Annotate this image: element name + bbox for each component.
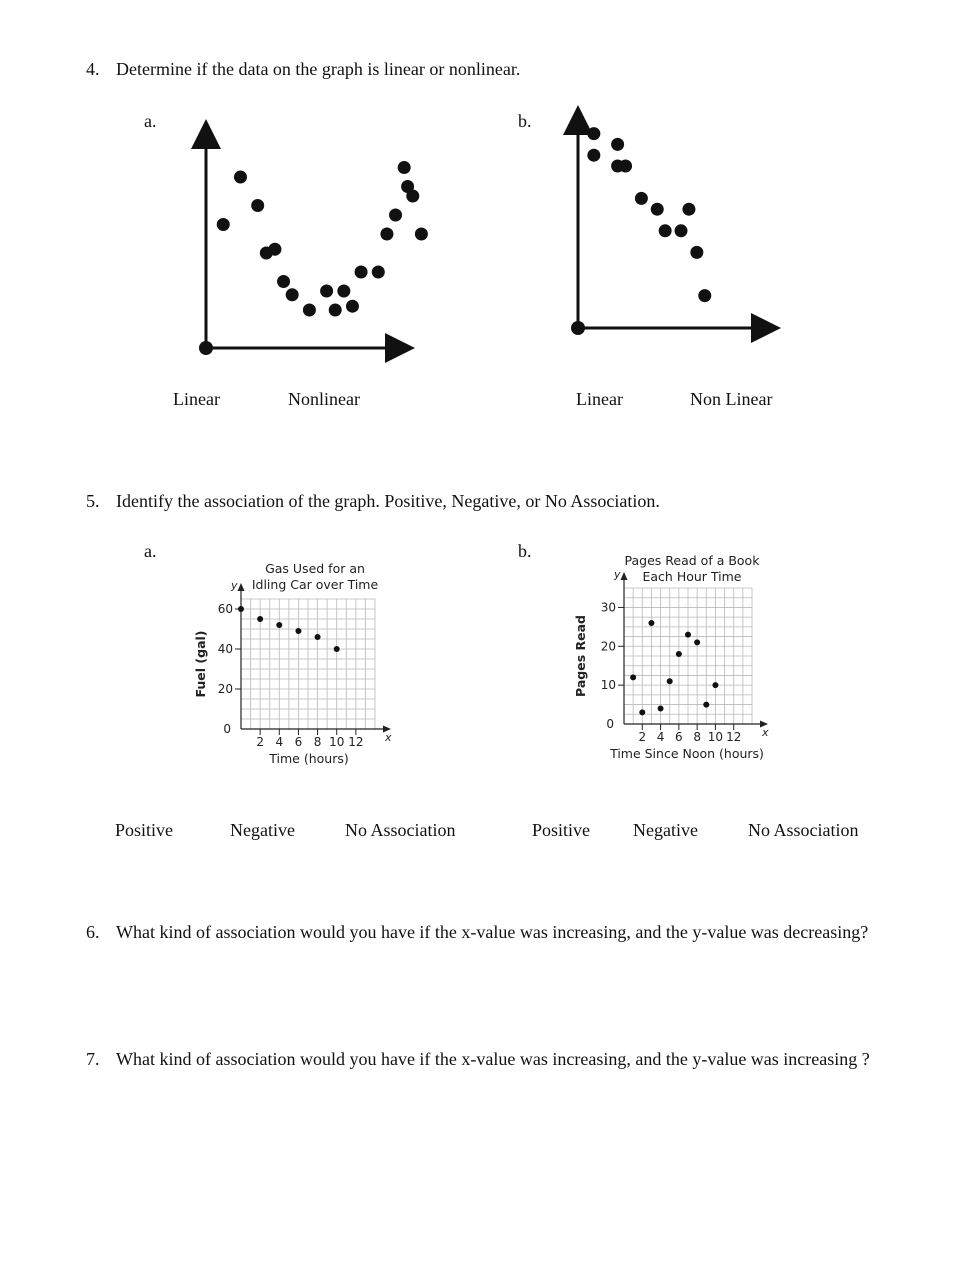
q5b-option-no-association[interactable]: No Association — [748, 820, 859, 840]
x-tick-label: 8 — [693, 730, 701, 744]
grid — [624, 588, 752, 724]
q4-prompt: Determine if the data on the graph is linear or nonlinear. — [116, 59, 521, 79]
y-tick-label: 20 — [217, 682, 233, 696]
scatter-point — [587, 127, 600, 140]
q4-number: 4. — [86, 59, 100, 79]
x-tick-label: 8 — [313, 735, 322, 749]
scatter-point — [611, 138, 624, 151]
scatter-point — [415, 228, 428, 241]
chart-title-line: Gas Used for an — [265, 561, 365, 576]
q4a-scatter — [190, 120, 430, 370]
y-axis-arrow — [238, 583, 245, 591]
scatter-point — [698, 289, 711, 302]
scatter-point — [389, 209, 402, 222]
q6-prompt: What kind of association would you have if the x-value was increasing, and the y-value was decreasing? — [116, 922, 869, 942]
scatter-point — [295, 628, 301, 634]
x-axis-letter: x — [762, 726, 769, 739]
q5-prompt: Identify the association of the graph. Positive, Negative, or No Association. — [116, 491, 660, 511]
scatter-point — [277, 275, 290, 288]
x-tick-label: 6 — [294, 735, 303, 749]
scatter-point — [639, 709, 645, 715]
y-tick-label: 40 — [217, 642, 233, 656]
scatter-point — [286, 288, 299, 301]
q7-number: 7. — [86, 1049, 100, 1069]
scatter-point — [398, 161, 411, 174]
scatter-point — [630, 674, 636, 680]
scatter-point — [346, 300, 359, 313]
scatter-point — [587, 149, 600, 162]
q4a-label: a. — [144, 111, 157, 131]
chart-title-line: Idling Car over Time — [251, 577, 379, 592]
y-axis-label: Pages Read — [573, 615, 588, 697]
origin-dot — [199, 341, 213, 355]
x-tick-label: 6 — [675, 730, 683, 744]
q5a-chart — [185, 556, 425, 786]
x-tick-label: 4 — [656, 730, 665, 744]
scatter-point — [619, 160, 632, 173]
y-tick-label: 20 — [600, 639, 616, 654]
y-axis-letter: y — [231, 579, 238, 592]
q4b-option-linear[interactable]: Linear — [576, 389, 623, 409]
q4b-option-nonlinear[interactable]: Non Linear — [690, 389, 773, 409]
scatter-point — [712, 682, 718, 688]
x-tick-label: 2 — [256, 735, 264, 749]
scatter-point — [238, 606, 244, 612]
q5a-option-positive[interactable]: Positive — [115, 820, 174, 840]
scatter-point — [703, 702, 709, 708]
scatter-point — [320, 285, 333, 298]
chart-title-line: Pages Read of a Book — [624, 553, 760, 568]
y-axis-letter: y — [614, 568, 621, 581]
scatter-point — [675, 224, 688, 237]
q5a-label: a. — [144, 541, 157, 561]
scatter-point — [406, 190, 419, 203]
scatter-point — [268, 243, 281, 256]
scatter-point — [659, 224, 672, 237]
scatter-point — [690, 246, 703, 259]
x-tick-label: 12 — [348, 735, 364, 749]
origin-label: 0 — [223, 722, 231, 736]
x-tick-label: 2 — [638, 730, 647, 744]
scatter-point — [685, 632, 691, 638]
scatter-point — [315, 634, 321, 640]
scatter-point — [337, 285, 350, 298]
q5a-option-negative[interactable]: Negative — [230, 820, 295, 840]
x-axis-letter: x — [385, 731, 392, 744]
q4a-option-linear[interactable]: Linear — [173, 389, 220, 409]
y-tick-label: 60 — [217, 602, 233, 616]
q5b-label: b. — [518, 541, 532, 561]
origin-dot — [571, 321, 585, 335]
x-tick-label: 4 — [275, 735, 284, 749]
scatter-point — [658, 705, 664, 711]
y-axis-label: Fuel (gal) — [193, 630, 208, 698]
q4b-scatter — [562, 112, 782, 342]
y-tick-label: 30 — [600, 600, 616, 615]
scatter-point — [667, 678, 673, 684]
scatter-point — [251, 199, 264, 212]
q6-number: 6. — [86, 922, 100, 942]
q5a-option-no-association[interactable]: No Association — [345, 820, 456, 840]
q5b-option-negative[interactable]: Negative — [633, 820, 698, 840]
scatter-point — [334, 646, 340, 652]
x-tick-label: 12 — [726, 730, 742, 744]
scatter-point — [257, 616, 263, 622]
scatter-point — [234, 171, 247, 184]
scatter-point — [303, 304, 316, 317]
scatter-point — [276, 622, 282, 628]
scatter-point — [355, 266, 368, 279]
scatter-point — [694, 639, 700, 645]
x-axis-label: Time Since Noon (hours) — [610, 746, 764, 761]
scatter-point — [217, 218, 230, 231]
scatter-point — [635, 192, 648, 205]
q5b-option-positive[interactable]: Positive — [532, 820, 591, 840]
scatter-point — [682, 203, 695, 216]
q5-number: 5. — [86, 491, 100, 511]
scatter-point — [648, 620, 654, 626]
scatter-point — [329, 304, 342, 317]
scatter-point — [651, 203, 664, 216]
q4a-option-nonlinear[interactable]: Nonlinear — [288, 389, 360, 409]
y-axis-arrow — [621, 572, 628, 580]
q5b-chart — [565, 548, 805, 778]
x-axis-label: Time (hours) — [269, 751, 349, 766]
scatter-point — [372, 266, 385, 279]
q7-prompt: What kind of association would you have if the x-value was increasing, and the y-value was increasing ? — [116, 1049, 870, 1069]
scatter-point — [676, 651, 682, 657]
x-tick-label: 10 — [329, 735, 345, 749]
chart-title-line: Each Hour Time — [642, 569, 742, 584]
q4b-label: b. — [518, 111, 532, 131]
scatter-point — [380, 228, 393, 241]
origin-label: 0 — [606, 717, 614, 731]
x-tick-label: 10 — [707, 730, 724, 744]
y-tick-label: 10 — [600, 678, 616, 693]
